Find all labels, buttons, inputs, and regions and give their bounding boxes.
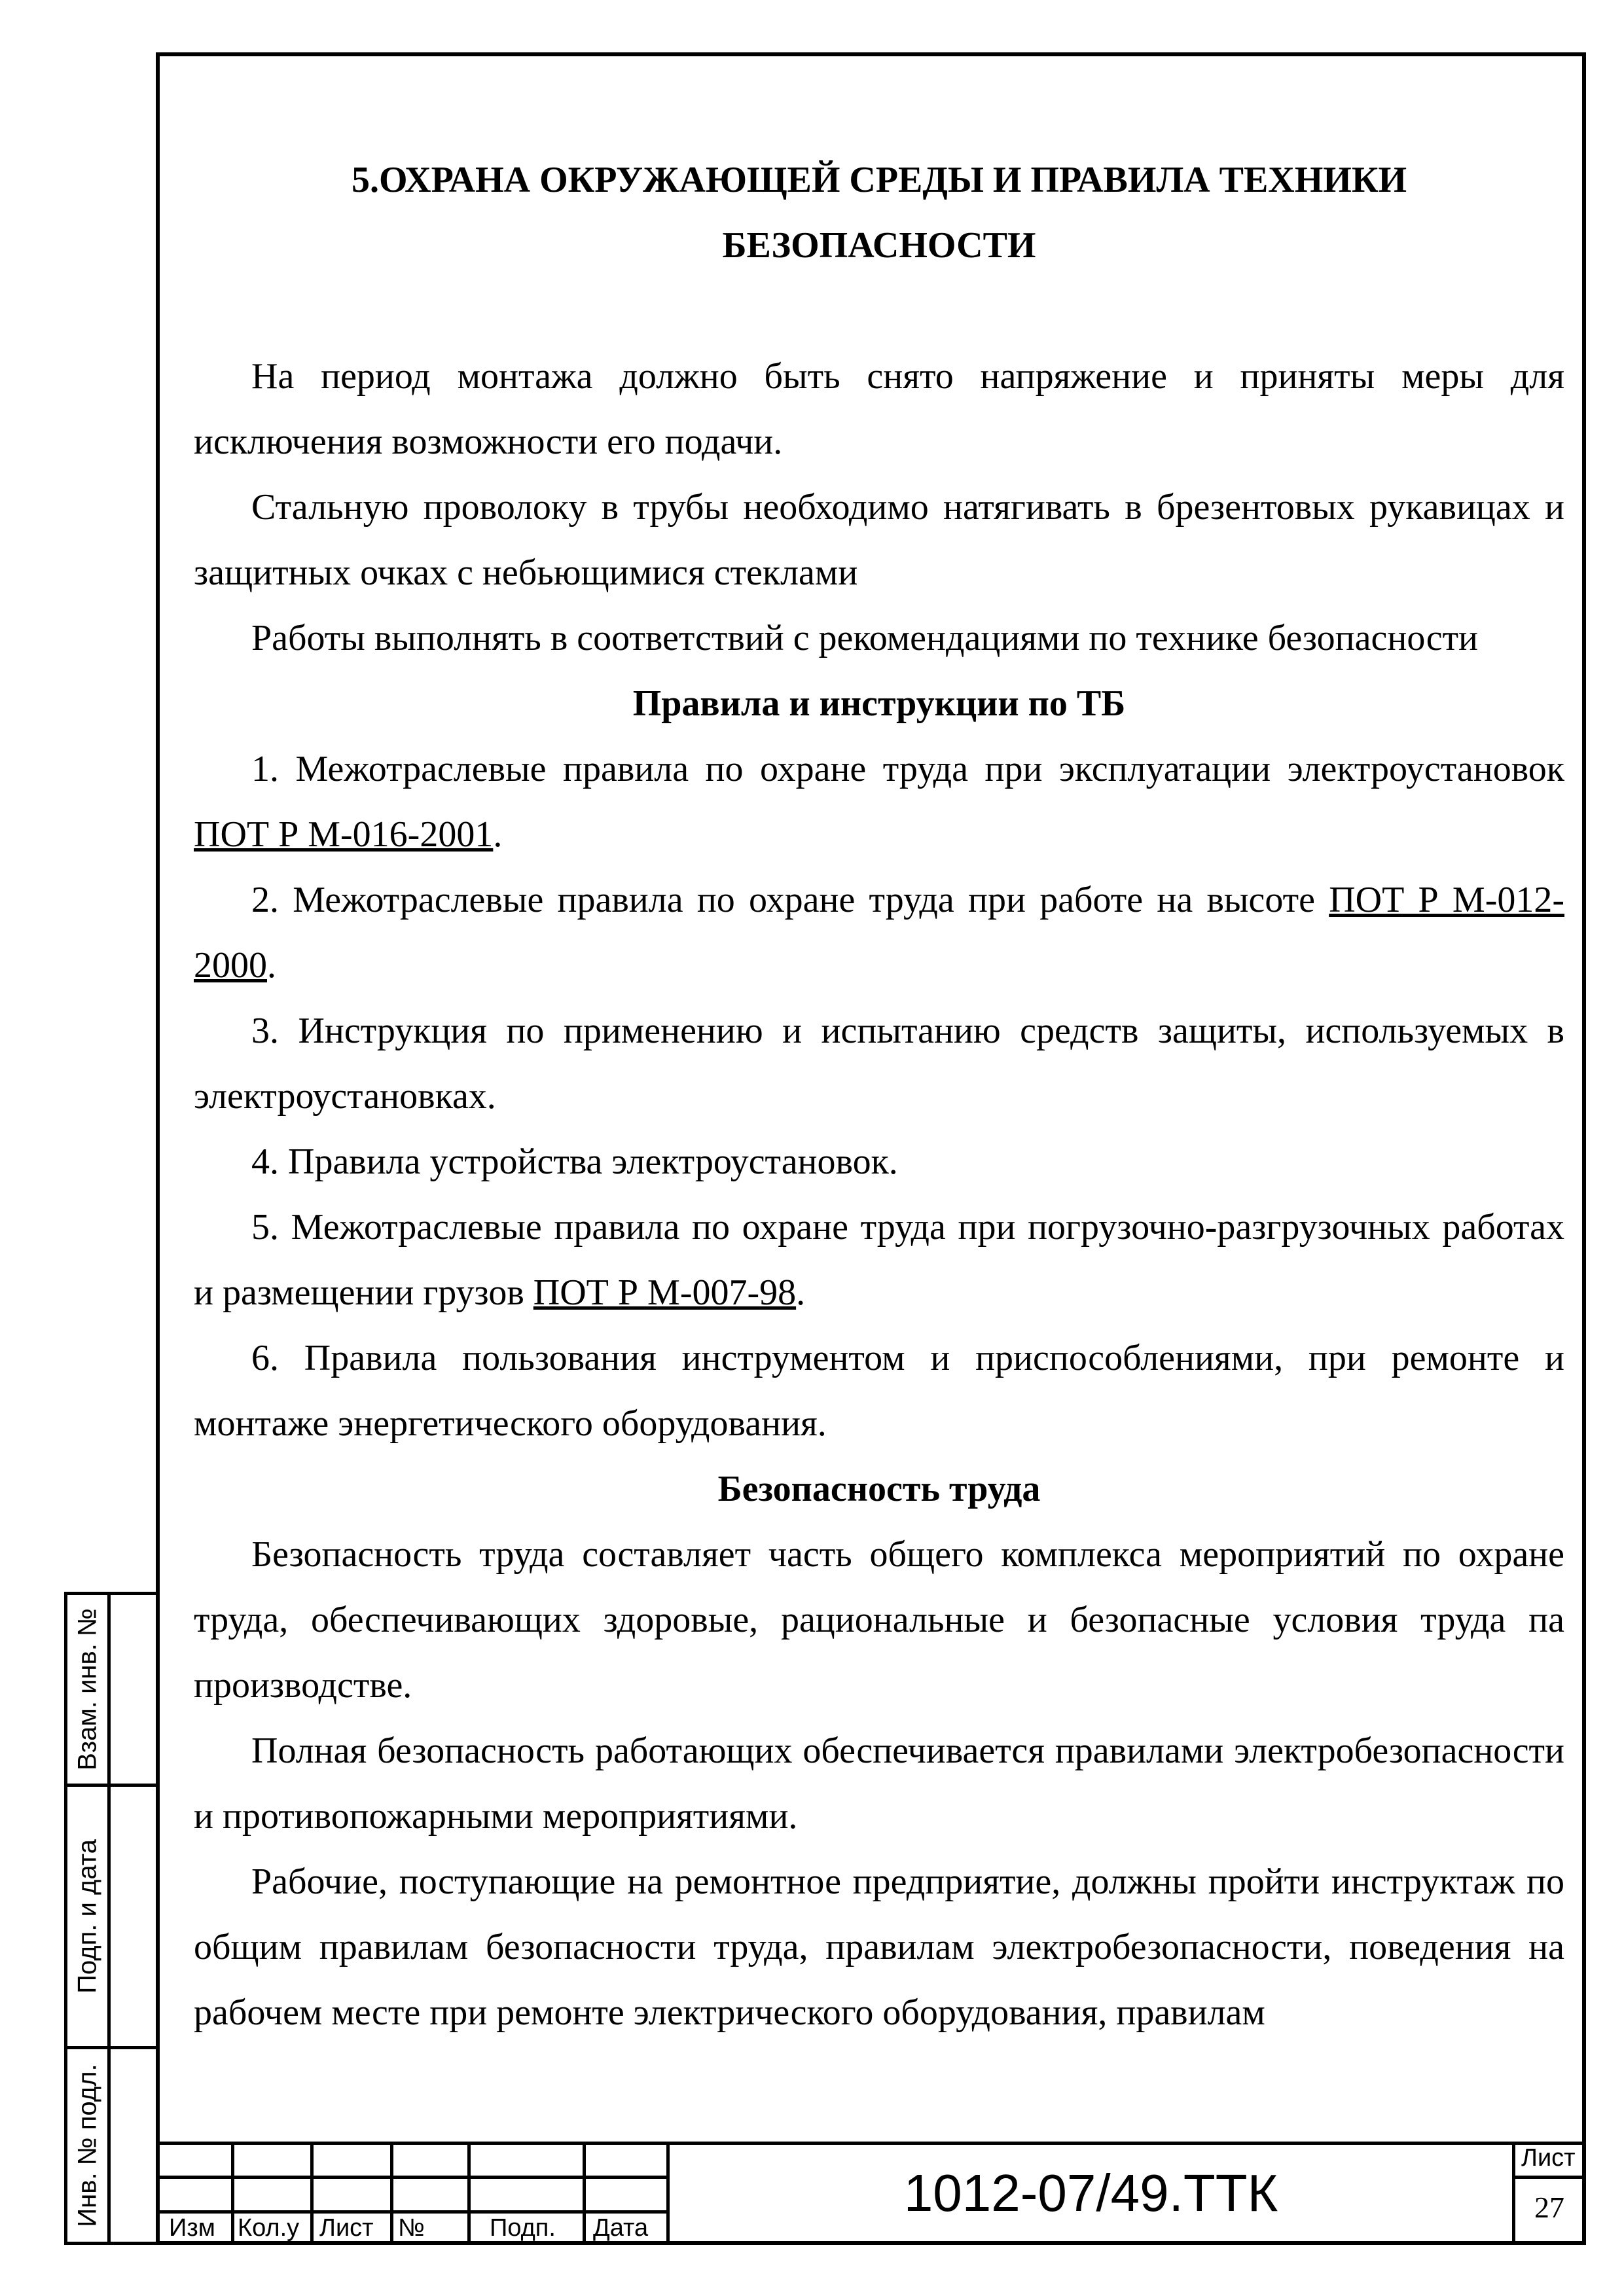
section-title [194,147,1564,278]
rule-item: 6. Правила пользования инструментом и приспособлениями, при ремонте и монтаже энергетического оборудования. [194,1338,1564,1444]
side-cell-replacement-inventory [64,1592,156,1787]
rule-item: 5. Межотраслевые правила по охране труда при погрузочно-разгрузочных работах и размещении грузов ПОТ Р М-007-98. [194,1207,1564,1313]
safety-paragraph: Полная безопасность работающих обеспечивается правилами электробезопасности и противопожарными мероприятиями. [194,1731,1564,1837]
intro-paragraph: Стальную проволоку в трубы необходимо натягивать в брезентовых рукавицах и защитных очках с небьющимися стеклами [194,487,1564,593]
standard-code: ПОТ Р М-012-2000 [194,880,1565,986]
side-label-inv: Инв. № подл. [73,2064,101,2227]
rule-item: 4. Правила устройства электроустановок. [251,1141,898,1182]
stamp-col-izm: Изм [169,2214,215,2242]
safety-paragraph: Рабочие, поступающие на ремонтное предприятие, должны пройти инструктаж по общим правилам безопасности труда, правилам электробезопасности, поведения на рабочем месте при ремонте электрического оборудования, правилам [194,1861,1564,2033]
document-body [194,147,1564,2045]
standard-code: ПОТ Р М-016-2001 [194,814,494,855]
side-cell-original-inventory [64,2046,156,2245]
sheet-label: Лист [1521,2144,1576,2172]
side-label-vzam: Взам. инв. № [73,1608,101,1770]
section-title-line1: 5.ОХРАНА ОКРУЖАЮЩЕЙ СРЕДЫ И ПРАВИЛА ТЕХНИКИ [351,160,1407,200]
stamp-col-date: Дата [593,2214,649,2242]
rule-item: 3. Инструкция по применению и испытанию средств защиты, используемых в электроустановках. [194,1011,1564,1117]
side-cell-signature-date [64,1784,156,2049]
safety-heading: Безопасность труда [717,1469,1041,1509]
rule-item: 2. Межотраслевые правила по охране труда при работе на высоте ПОТ Р М-012-2000. [194,880,1565,986]
intro-paragraph: Работы выполнять в соответствий с рекомендациями по технике безопасности [251,618,1479,658]
rule-item: 1. Межотраслевые правила по охране труда при эксплуатации электроустановок ПОТ Р М-016-2001. [194,749,1564,855]
standard-code: ПОТ Р М-007-98 [533,1272,797,1313]
intro-paragraph: На период монтажа должно быть снято напряжение и приняты меры для исключения возможности его подачи. [194,356,1564,462]
safety-paragraph: Безопасность труда составляет часть общего комплекса мероприятий по охране труда, обеспечивающих здоровые, рациональные и безопасные условия труда па производстве. [194,1534,1564,1706]
stamp-col-list: Лист [319,2214,374,2242]
stamp-col-kolu: Кол.у [238,2214,300,2242]
stamp-col-podp: Подп. [490,2214,556,2242]
document-code: 1012-07/49.ТТК [903,2164,1278,2222]
title-block [156,2142,1586,2245]
side-label-podp: Подп. и дата [73,1839,101,1994]
rules-heading: Правила и инструкции по ТБ [632,683,1126,724]
stamp-col-number: № [398,2214,425,2242]
section-title-line2: БЕЗОПАСНОСТИ [722,225,1036,266]
sheet-number: 27 [1534,2191,1564,2224]
